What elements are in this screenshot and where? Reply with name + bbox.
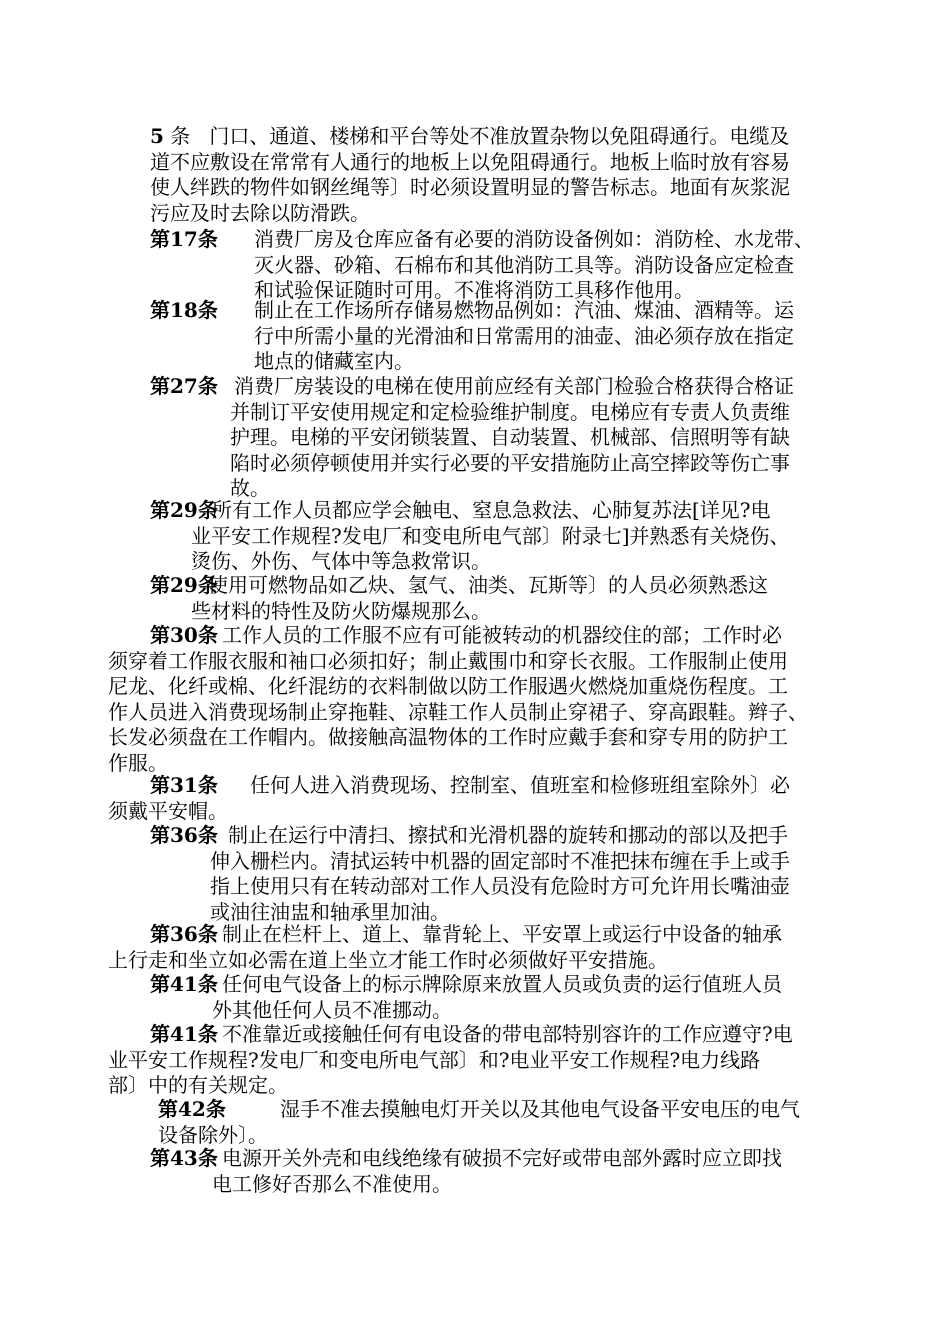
article-text: 和试验保证随时可用。不准将消防工具移作他用。 — [254, 278, 694, 302]
article-number: 第41条 — [150, 972, 218, 996]
article-29 — [150, 573, 768, 624]
article-first-line — [150, 298, 794, 324]
article-text: 指上使用只有在转动部对工作人员没有危险时方可允许用长嘴油壶 — [210, 874, 790, 898]
article-text: 故。 — [230, 476, 270, 500]
article-first-line — [150, 823, 790, 849]
article-text: 湿手不准去摸触电灯开关以及其他电气设备平安电压的电气 — [280, 1097, 800, 1121]
article-first-line — [150, 972, 782, 998]
article-first-line — [108, 773, 790, 799]
article-text: 消费厂房及仓库应备有必要的消防设备例如：消防栓、水龙带、 — [254, 227, 814, 251]
article-text: 或油往油盅和轴承里加油。 — [210, 899, 450, 924]
article-first-line — [108, 922, 782, 948]
article-text: 任何人进入消费现场、控制室、值班室和检修班组室除外〕必 — [250, 773, 790, 797]
article-number: 第18条 — [150, 298, 218, 322]
article-text: 行中所需小量的光滑油和日常需用的油壶、油必须存放在指定 — [254, 323, 794, 348]
article-text: 并制订平安使用规定和定检验维护制度。电梯应有专责人负责维 — [230, 399, 790, 424]
article-text: 部〕中的有关规定。 — [108, 1073, 288, 1097]
article-5 — [150, 124, 790, 226]
article-text: 制止在栏杆上、道上、靠背轮上、平安罩上或运行中设备的轴承 — [222, 922, 782, 946]
article-text: 伸入栅栏内。清拭运转中机器的固定部时不准把抹布缠在手上或手 — [210, 848, 790, 873]
article-number: 第36条 — [150, 922, 218, 946]
article-text: 道不应敷设在常常有人通行的地板上以免阻碍通行。地板上临时放有容易 — [150, 149, 790, 174]
article-first-line — [108, 1022, 793, 1048]
article-36 — [108, 922, 782, 973]
article-text: 消费厂房装设的电梯在使用前应经有关部门检验合格获得合格证 — [234, 374, 794, 398]
article-text: 工作人员的工作服不应有可能被转动的机器绞住的部；工作时必 — [222, 623, 782, 647]
article-text: 使用可燃物品如乙炔、氢气、油类、瓦斯等〕的人员必须熟悉这 — [208, 573, 768, 597]
article-text: 污应及时去除以防滑跌。 — [150, 200, 370, 225]
article-first-line — [158, 1097, 800, 1123]
article-text: 尼龙、化纤或棉、化纤混纺的衣料制做以防工作服遇火燃烧加重烧伤程度。工 — [108, 674, 788, 698]
article-text: 设备除外〕。 — [158, 1122, 268, 1147]
article-text: 任何电气设备上的标示牌除原来放置人员或负责的运行值班人员 — [222, 972, 782, 996]
article-29 — [150, 498, 790, 575]
article-text: 使人绊跌的物件如钢丝绳等〕时必须设置明显的警告标志。地面有灰浆泥 — [150, 175, 790, 199]
article-first-line — [150, 124, 790, 150]
article-text: 护理。电梯的平安闭锁装置、自动装置、机械部、信照明等有缺 — [230, 425, 790, 449]
article-text: 所有工作人员都应学会触电、窒息急救法、心肺复苏法[详见?电 — [212, 498, 771, 522]
article-41 — [150, 972, 782, 1023]
article-text: 制止在工作场所存储易燃物品例如：汽油、煤油、酒精等。运 — [254, 298, 794, 322]
article-text: 些材料的特性及防火防爆规那么。 — [191, 598, 491, 623]
article-text: 作服。 — [108, 750, 168, 775]
article-number: 5 — [150, 124, 164, 148]
article-number: 第31条 — [150, 773, 218, 797]
article-text: 电源开关外壳和电线绝缘有破损不完好或带电部外露时应立即找 — [222, 1146, 782, 1170]
article-27 — [150, 374, 794, 502]
article-text: 门口、通道、楼梯和平台等处不准放置杂物以免阻碍通行。电缆及 — [209, 124, 790, 148]
article-43 — [150, 1146, 782, 1197]
article-number: 第41条 — [150, 1022, 218, 1046]
article-text: 业平安工作规程?发电厂和变电所电气部〕附录七]并熟悉有关烧伤、 — [191, 523, 790, 548]
article-text: 上行走和坐立如必需在道上坐立才能工作时必须做好平安措施。 — [108, 947, 668, 972]
article-text: 地点的储藏室内。 — [254, 349, 414, 373]
article-text: 烫伤、外伤、气体中等急救常识。 — [191, 549, 491, 573]
article-number: 第29条 — [150, 498, 218, 522]
article-text: 灭火器、砂箱、石棉布和其他消防工具等。消防设备应定检查 — [254, 252, 794, 277]
article-text: 作人员进入消费现场制止穿拖鞋、凉鞋工作人员制止穿裙子、穿高跟鞋。辫子、 — [108, 699, 808, 724]
article-number: 第30条 — [150, 623, 218, 647]
article-text: 陷时必须停顿使用并实行必要的平安措施防止高空摔跤等伤亡事 — [230, 450, 790, 475]
article-text: 须戴平安帽。 — [108, 798, 228, 823]
article-text: 长发必须盘在工作帽内。做接触高温物体的工作时应戴手套和穿专用的防护工 — [108, 725, 788, 749]
article-first-line — [108, 623, 808, 649]
article-first-line — [150, 1146, 782, 1172]
article-text: 制止在运行中清扫、擦拭和光滑机器的旋转和挪动的部以及把手 — [228, 823, 788, 847]
article-first-line — [150, 498, 790, 524]
article-number: 第36条 — [150, 823, 218, 847]
article-first-line — [150, 573, 768, 599]
article-first-line — [150, 374, 794, 400]
article-number-suffix: 条 — [170, 124, 191, 148]
article-text: 业平安工作规程?发电厂和变电所电气部〕和?电业平安工作规程?电力线路 — [108, 1047, 761, 1072]
article-text: 不准靠近或接触任何有电设备的带电部特别容许的工作应遵守?电 — [222, 1022, 793, 1046]
article-text: 电工修好否那么不准使用。 — [212, 1171, 452, 1196]
article-number: 第43条 — [150, 1146, 218, 1170]
article-36 — [150, 823, 790, 925]
article-text: 外其他任何人员不准挪动。 — [212, 997, 452, 1022]
article-number: 第17条 — [150, 227, 218, 251]
article-41 — [108, 1022, 793, 1099]
article-42 — [158, 1097, 800, 1148]
article-text: 须穿着工作服衣服和袖口必须扣好；制止戴围巾和穿长衣服。工作服制止使用 — [108, 648, 788, 673]
article-30 — [108, 623, 808, 776]
article-18 — [150, 298, 794, 375]
article-number: 第27条 — [150, 374, 218, 398]
article-31 — [108, 773, 790, 824]
article-number: 第29条 — [150, 573, 218, 597]
article-17 — [150, 227, 814, 304]
article-number: 第42条 — [158, 1097, 226, 1121]
article-first-line — [150, 227, 814, 253]
